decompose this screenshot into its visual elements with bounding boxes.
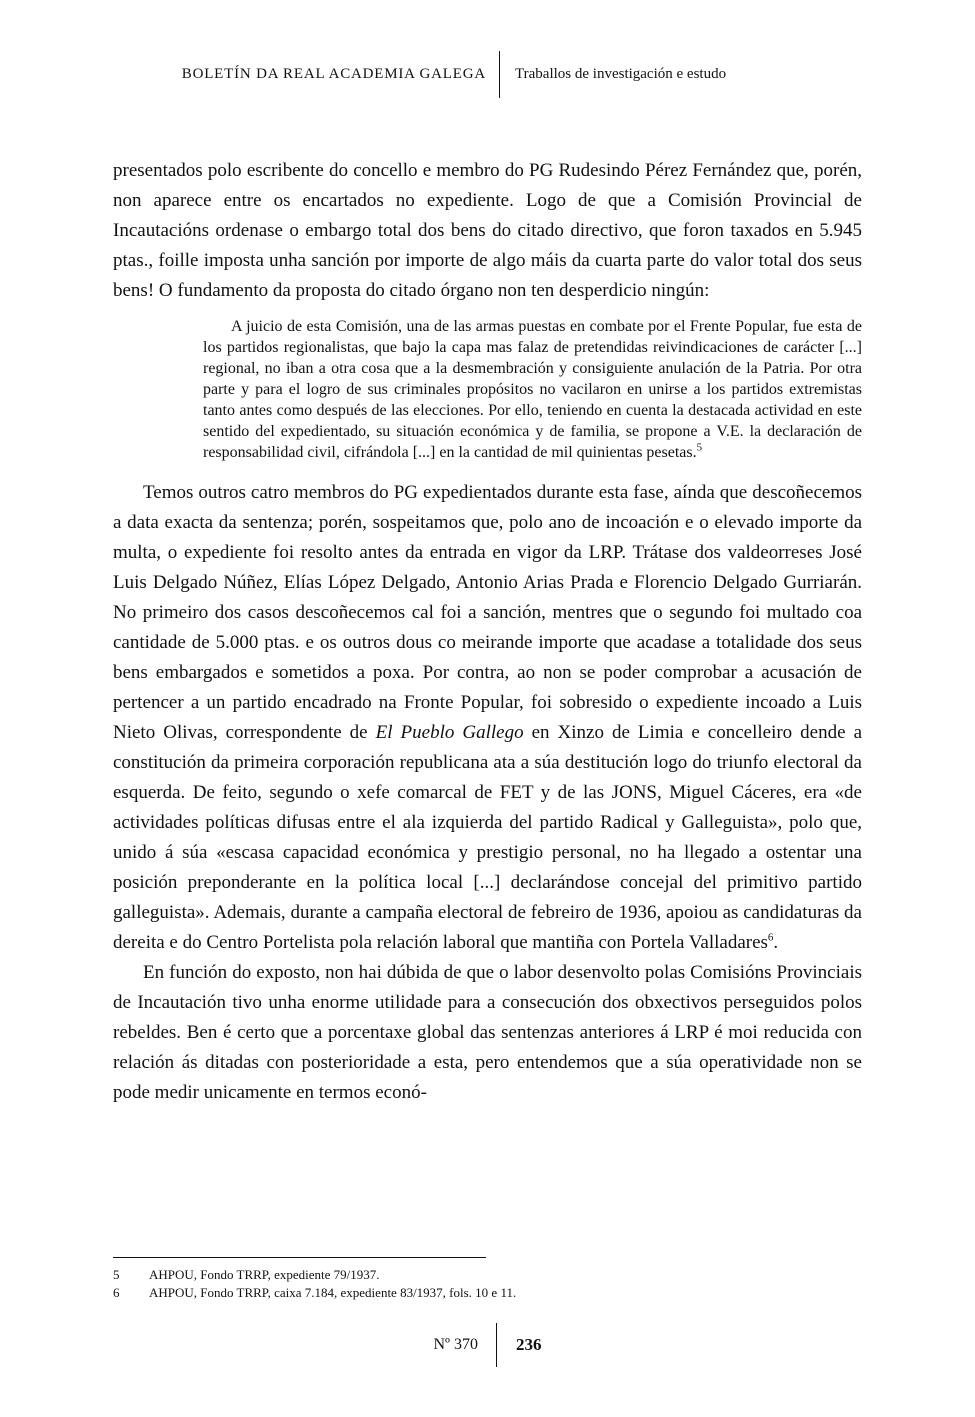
body-text (113, 156, 862, 1108)
issue-number: Nº 370 (433, 1336, 478, 1353)
footnote (113, 1266, 862, 1284)
footnote (113, 1284, 862, 1302)
footnote-number: 5 (113, 1267, 120, 1282)
page-footer (0, 1322, 975, 1368)
paragraph (113, 478, 862, 958)
footnote-text: AHPOU, Fondo TRRP, caixa 7.184, expediente 83/1937, fols. 10 e 11. (149, 1285, 517, 1300)
paragraph-text: . (773, 932, 779, 953)
paragraph-text: en Xinzo de Limia e concelleiro dende a constitución da primeira corporación republicana ata a súa destitución logo do triunfo electoral da esquerda. De feito, segundo o xefe comarcal de FET y de las JONS, Miguel Cáceres, era «de actividades políticas difusas entre el ala izquierda del partido Radical y Galleguista», polo que, unido á súa «escasa capacidad económica y prestigio personal, no ha llegado a ostentar una posición preponderante en la política local [...] declarándose concejal del primitivo partido galleguista». Ademais, durante a campaña electoral de febreiro de 1936, apoiou as candidaturas da dereita e do Centro Portelista pola relación laboral que mantiña con Portela Valladares (113, 722, 862, 953)
header-divider (499, 51, 500, 98)
quote-text: A juicio de esta Comisión, una de las armas puestas en combate por el Frente Popular, fue esta de los partidos regionalistas, que bajo la capa mas falaz de pretendidas reivindicaciones de carácter [...] regional, no iban a otra cosa que a la desmembración y consiguiente anulación de la Patria. Por otra parte y para el logro de sus criminales propósitos no vacilaron en unirse a los partidos extremistas tanto antes como después de las elecciones. Por ello, teniendo en cuenta la destacada actividad en este sentido del expedientado, su situación económica y de familia, se propone a V.E. la declaración de responsabilidad civil, cifrándola [...] en la cantidad de mil quinientas pesetas. (203, 318, 862, 461)
paragraph-continuation: presentados polo escribente do concello e membro do PG Rudesindo Pérez Fernández que, porén, non aparece entre os encartados no expediente. Logo de que a Comisión Provincial de Incautacións ordenase o embargo total dos bens do citado directivo, que foron taxados en 5.945 ptas., foille imposta unha sanción por importe de algo máis da cuarta parte do valor total dos seus bens! O fundamento da proposta do citado órgano non ten desperdicio ningún: (113, 160, 862, 301)
footnote-ref-5: 5 (696, 441, 703, 454)
footnote-number: 6 (113, 1285, 120, 1300)
page-number: 236 (516, 1335, 542, 1354)
paragraph: En función do exposto, non hai dúbida de que o labor desenvolto polas Comisións Provinciais de Incautación tivo unha enorme utilidade para a consecución dos obxectivos perseguidos polos rebeldes. Ben é certo que a porcentaxe global das sentenzas anteriores á LRP é moi reducida con relación ás ditadas con posterioridade a esta, pero entendemos que a súa operatividade non se pode medir unicamente en termos econó- (113, 962, 862, 1103)
paragraph-text: Temos outros catro membros do PG expedientados durante esta fase, aínda que descoñecemos a data exacta da sentenza; porén, sospeitamos que, polo ano de incoación e o elevado importe da multa, o expediente foi resolto antes da entrada en vigor da LRP. Trátase dos valdeorreses José Luis Delgado Núñez, Elías López Delgado, Antonio Arias Prada e Florencio Delgado Gurriarán. No primeiro dos casos descoñecemos cal foi a sanción, mentres que o segundo foi multado coa cantidade de 5.000 ptas. e os outros dous co meirande importe que acadase a totalidade dos seus bens embargados e sometidos a poxa. Por contra, ao non se poder comprobar a acusación de pertencer a un partido encadrado na Fronte Popular, foi sobresido o expediente incoado a Luis Nieto Olivas, correspondente de (113, 482, 862, 743)
footnote-rule (113, 1257, 486, 1258)
page-header (113, 50, 862, 98)
block-quote (203, 316, 862, 463)
footnote-ref-6: 6 (767, 931, 774, 944)
section-title: Traballos de investigación e estudo (515, 65, 727, 82)
footer-divider (496, 1323, 497, 1367)
newspaper-title-italic: El Pueblo Gallego (375, 722, 524, 743)
footnote-text: AHPOU, Fondo TRRP, expediente 79/1937. (149, 1267, 380, 1282)
footnotes-section (113, 1257, 862, 1302)
journal-title: BOLETÍN DA REAL ACADEMIA GALEGA (181, 65, 486, 82)
